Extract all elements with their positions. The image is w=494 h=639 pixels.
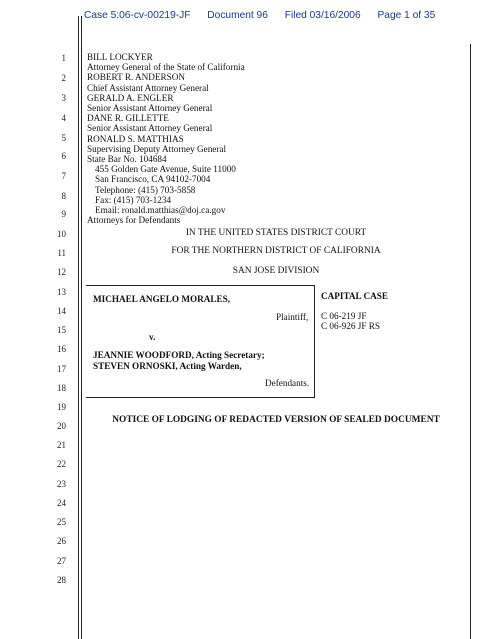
line-number: 1 <box>61 53 66 63</box>
plaintiff-role: Plaintiff, <box>276 312 309 322</box>
document-title: NOTICE OF LODGING OF REDACTED VERSION OF SEALED DOCUMENT <box>112 415 440 425</box>
court-district: FOR THE NORTHERN DISTRICT OF CALIFORNIA <box>171 246 381 256</box>
ecf-header <box>84 10 435 21</box>
line-number: 10 <box>57 229 66 239</box>
line-number: 11 <box>57 248 66 258</box>
attorney-line: GERALD A. ENGLER <box>87 92 174 103</box>
line-number: 24 <box>57 498 66 508</box>
line-number: 4 <box>61 113 66 123</box>
line-number: 14 <box>57 306 66 316</box>
attorney-block <box>87 52 245 225</box>
attorney-address-line: 455 Golden Gate Avenue, Suite 11000 <box>95 164 236 175</box>
line-number: 2 <box>61 73 66 83</box>
attorney-telephone: Telephone: (415) 703-5858 <box>95 184 196 195</box>
court-name: IN THE UNITED STATES DISTRICT COURT <box>185 228 367 238</box>
attorney-role: Attorneys for Defendants <box>87 215 181 226</box>
line-number: 26 <box>57 536 66 546</box>
defendant-line-1: JEANNIE WOODFORD, Acting Secretary; <box>93 350 265 360</box>
line-number: 23 <box>57 479 66 489</box>
line-number: 20 <box>57 421 66 431</box>
left-margin-rule-inner <box>81 16 82 639</box>
line-number: 12 <box>57 267 66 277</box>
case-type: CAPITAL CASE <box>321 291 388 301</box>
plaintiff-name: MICHAEL ANGELO MORALES, <box>93 294 231 304</box>
line-number: 22 <box>57 459 66 469</box>
line-number: 15 <box>57 325 66 335</box>
line-number: 25 <box>57 517 66 527</box>
ecf-document-number: Document 96 <box>207 10 268 21</box>
line-number: 19 <box>57 402 66 412</box>
ecf-case-number: Case 5:06-cv-00219-JF <box>84 10 191 21</box>
line-number: 18 <box>57 383 66 393</box>
line-number: 3 <box>61 93 66 103</box>
left-margin-rule <box>78 16 79 639</box>
attorney-line: Attorney General of the State of California <box>87 62 245 73</box>
line-number: 21 <box>57 440 66 450</box>
line-number: 28 <box>57 575 66 585</box>
line-number: 7 <box>61 171 66 181</box>
defendant-line-2: STEVEN ORNOSKI, Acting Warden, <box>93 361 242 371</box>
case-number-2: C 06-926 JF RS <box>321 321 380 331</box>
line-number: 8 <box>61 191 66 201</box>
line-number: 13 <box>57 287 66 297</box>
ecf-page-count: Page 1 of 35 <box>377 10 436 21</box>
versus: v. <box>149 332 156 342</box>
line-number: 5 <box>61 133 66 143</box>
attorney-line: Chief Assistant Attorney General <box>87 82 209 93</box>
attorney-line: Supervising Deputy Attorney General <box>87 143 227 154</box>
attorney-line: Senior Assistant Attorney General <box>87 103 213 114</box>
line-number: 16 <box>57 344 66 354</box>
attorney-line: DANE R. GILLETTE <box>87 113 169 124</box>
attorney-line: BILL LOCKYER <box>87 52 153 62</box>
attorney-line: ROBERT R. ANDERSON <box>87 72 186 83</box>
attorney-email: Email: ronald.matthias@doj.ca.gov <box>95 205 226 216</box>
court-division: SAN JOSE DIVISION <box>232 266 320 276</box>
attorney-line: RONALD S. MATTHIAS <box>87 133 184 144</box>
attorney-line: State Bar No. 104684 <box>87 154 167 165</box>
case-number-1: C 06-219 JF <box>321 311 367 321</box>
ecf-filed-date: Filed 03/16/2006 <box>284 10 361 21</box>
line-number: 17 <box>57 364 66 374</box>
line-number: 9 <box>61 209 66 219</box>
defendant-role: Defendants. <box>265 378 310 388</box>
attorney-address-line: San Francisco, CA 94102-7004 <box>95 174 211 185</box>
line-number: 6 <box>61 151 66 161</box>
line-number: 27 <box>57 556 66 566</box>
right-margin-rule <box>470 44 471 639</box>
attorney-fax: Fax: (415) 703-1234 <box>95 194 172 205</box>
attorney-line: Senior Assistant Attorney General <box>87 123 213 134</box>
